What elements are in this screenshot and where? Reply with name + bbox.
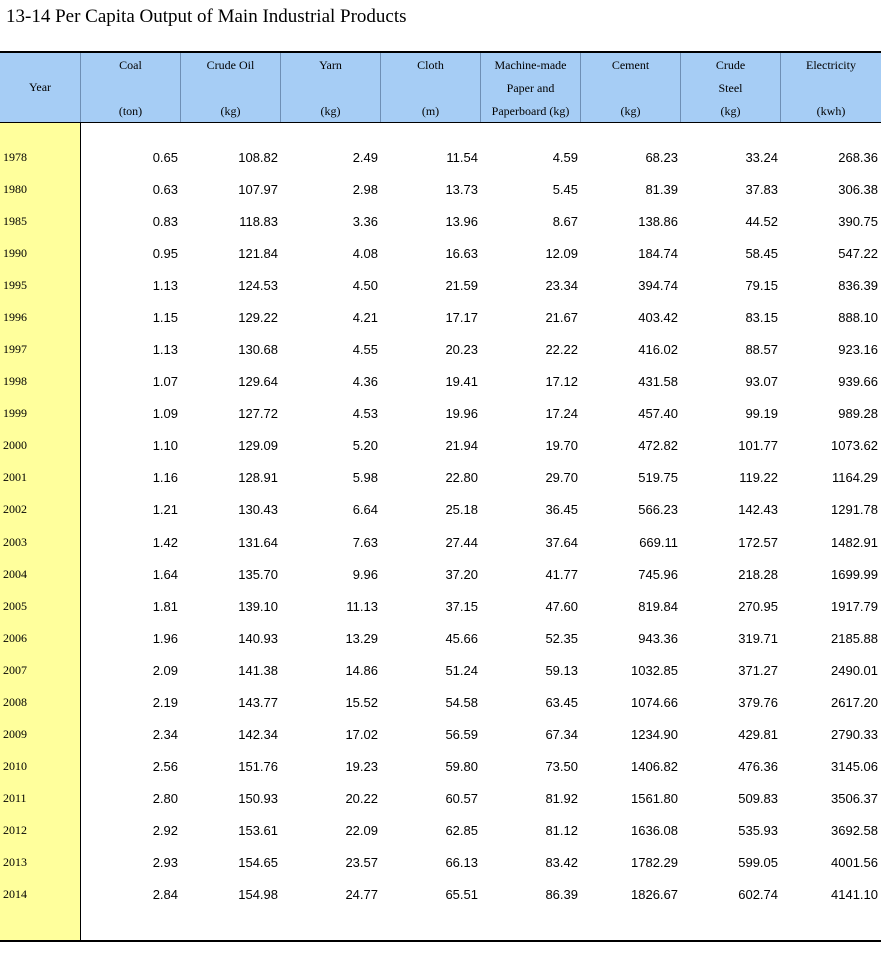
value-cell: 1.15 [152,310,178,325]
value-cell: 138.86 [638,214,678,229]
year-cell: 1995 [3,278,27,292]
value-cell: 19.70 [545,438,578,453]
column-header-line: (kg) [720,104,741,118]
table-row [0,214,881,234]
value-cell: 79.15 [745,278,778,293]
value-cell: 306.38 [838,182,878,197]
value-cell: 394.74 [638,278,678,293]
value-cell: 8.67 [552,214,578,229]
column-header-line: Paper and [506,81,555,95]
value-cell: 1406.82 [631,759,678,774]
column-header [80,53,180,122]
value-cell: 99.19 [745,406,778,421]
value-cell: 2.98 [352,182,378,197]
year-cell: 2005 [3,599,27,613]
year-cell: 1978 [3,150,27,164]
value-cell: 63.45 [545,695,578,710]
value-cell: 29.70 [545,470,578,485]
value-cell: 923.16 [838,342,878,357]
value-cell: 129.64 [238,374,278,389]
value-cell: 141.38 [238,663,278,678]
value-cell: 1.64 [152,567,178,582]
column-header-line: Steel [718,81,743,95]
table-row [0,663,881,683]
value-cell: 519.75 [638,470,678,485]
value-cell: 4.50 [352,278,378,293]
value-cell: 1.09 [152,406,178,421]
column-header [680,53,780,122]
value-cell: 13.29 [345,631,378,646]
value-cell: 1636.08 [631,823,678,838]
value-cell: 107.97 [238,182,278,197]
year-header: Year [28,80,52,94]
value-cell: 51.24 [445,663,478,678]
value-cell: 93.07 [745,374,778,389]
value-cell: 6.64 [352,502,378,517]
value-cell: 1291.78 [831,502,878,517]
value-cell: 81.39 [645,182,678,197]
value-cell: 142.34 [238,727,278,742]
year-cell: 1996 [3,310,27,324]
year-cell: 1999 [3,406,27,420]
year-cell: 1990 [3,246,27,260]
value-cell: 268.36 [838,150,878,165]
year-cell: 2014 [3,887,27,901]
value-cell: 1699.99 [831,567,878,582]
value-cell: 1073.62 [831,438,878,453]
column-header-line: Cement [611,58,650,72]
value-cell: 11.13 [346,599,378,614]
value-cell: 989.28 [838,406,878,421]
value-cell: 17.24 [545,406,578,421]
value-cell: 88.57 [745,342,778,357]
value-cell: 2.93 [152,855,178,870]
value-cell: 15.52 [345,695,378,710]
value-cell: 27.44 [445,535,478,550]
column-header-line: Machine-made [494,58,567,72]
table-row [0,342,881,362]
value-cell: 12.09 [545,246,578,261]
value-cell: 1032.85 [631,663,678,678]
value-cell: 17.12 [545,374,578,389]
value-cell: 21.94 [445,438,478,453]
value-cell: 1917.79 [831,599,878,614]
table-row [0,278,881,298]
value-cell: 20.23 [445,342,478,357]
column-header-line: (m) [421,104,440,118]
value-cell: 3506.37 [831,791,878,806]
value-cell: 130.68 [238,342,278,357]
value-cell: 41.77 [545,567,578,582]
column-header [780,53,881,122]
value-cell: 73.50 [545,759,578,774]
value-cell: 22.09 [345,823,378,838]
column-header [380,53,480,122]
value-cell: 54.58 [445,695,478,710]
value-cell: 118.83 [239,214,278,229]
value-cell: 19.41 [445,374,478,389]
value-cell: 4.53 [352,406,378,421]
value-cell: 13.96 [445,214,478,229]
value-cell: 431.58 [638,374,678,389]
value-cell: 1.13 [152,342,178,357]
year-cell: 2003 [3,535,27,549]
table-row [0,823,881,843]
column-header [480,53,580,122]
table-row [0,310,881,330]
table-row [0,246,881,266]
table-row [0,535,881,555]
value-cell: 371.27 [738,663,778,678]
year-cell: 2006 [3,631,27,645]
value-cell: 1482.91 [831,535,878,550]
value-cell: 745.96 [638,567,678,582]
value-cell: 83.42 [545,855,578,870]
value-cell: 1.07 [152,374,178,389]
value-cell: 20.22 [345,791,378,806]
value-cell: 81.92 [545,791,578,806]
value-cell: 184.74 [638,246,678,261]
table-row [0,695,881,715]
year-cell: 2004 [3,567,27,581]
value-cell: 151.76 [238,759,278,774]
value-cell: 1.21 [152,502,178,517]
value-cell: 1826.67 [631,887,678,902]
column-header-line: Cloth [417,58,444,72]
value-cell: 59.80 [445,759,478,774]
value-cell: 0.65 [152,150,178,165]
table-row [0,150,881,170]
year-cell: 2013 [3,855,27,869]
value-cell: 3.36 [352,214,378,229]
value-cell: 67.34 [545,727,578,742]
value-cell: 121.84 [238,246,278,261]
value-cell: 535.93 [738,823,778,838]
value-cell: 1.16 [152,470,178,485]
value-cell: 58.45 [745,246,778,261]
column-header-line: Coal [119,58,142,72]
value-cell: 68.23 [645,150,678,165]
value-cell: 2.34 [152,727,178,742]
value-cell: 3692.58 [831,823,878,838]
value-cell: 131.64 [238,535,278,550]
value-cell: 2185.88 [831,631,878,646]
bottom-rule [0,940,881,942]
value-cell: 1.96 [152,631,178,646]
value-cell: 81.12 [545,823,578,838]
value-cell: 127.72 [238,406,278,421]
value-cell: 37.15 [445,599,478,614]
value-cell: 24.77 [345,887,378,902]
value-cell: 390.75 [838,214,878,229]
table-row [0,438,881,458]
value-cell: 11.54 [446,150,478,165]
value-cell: 101.77 [738,438,778,453]
year-cell: 1985 [3,214,27,228]
year-cell: 2010 [3,759,27,773]
value-cell: 218.28 [738,567,778,582]
value-cell: 457.40 [638,406,678,421]
value-cell: 888.10 [838,310,878,325]
year-cell: 1980 [3,182,27,196]
value-cell: 129.22 [238,310,278,325]
year-cell: 2011 [3,791,27,805]
table-row [0,727,881,747]
table-row [0,567,881,587]
value-cell: 509.83 [738,791,778,806]
value-cell: 16.63 [445,246,478,261]
value-cell: 60.57 [445,791,478,806]
value-cell: 939.66 [838,374,878,389]
value-cell: 4.36 [352,374,378,389]
table-row [0,631,881,651]
value-cell: 154.98 [238,887,278,902]
value-cell: 379.76 [738,695,778,710]
value-cell: 943.36 [638,631,678,646]
value-cell: 17.02 [345,727,378,742]
table-row [0,470,881,490]
value-cell: 602.74 [738,887,778,902]
value-cell: 2.19 [152,695,178,710]
value-cell: 37.83 [745,182,778,197]
value-cell: 62.85 [445,823,478,838]
value-cell: 2790.33 [831,727,878,742]
table-row [0,374,881,394]
value-cell: 2.80 [152,791,178,806]
value-cell: 9.96 [352,567,378,582]
value-cell: 19.96 [445,406,478,421]
value-cell: 37.20 [445,567,478,582]
value-cell: 21.59 [445,278,478,293]
table-row [0,599,881,619]
column-header-line: (kg) [220,104,241,118]
value-cell: 44.52 [745,214,778,229]
value-cell: 1561.80 [631,791,678,806]
value-cell: 1782.29 [631,855,678,870]
year-cell: 2002 [3,502,27,516]
value-cell: 4001.56 [831,855,878,870]
value-cell: 819.84 [638,599,678,614]
value-cell: 836.39 [838,278,878,293]
value-cell: 172.57 [738,535,778,550]
value-cell: 142.43 [738,502,778,517]
column-header-line: Crude [715,58,746,72]
year-cell: 2009 [3,727,27,741]
value-cell: 86.39 [545,887,578,902]
value-cell: 66.13 [445,855,478,870]
year-cell: 2000 [3,438,27,452]
value-cell: 22.22 [545,342,578,357]
value-cell: 599.05 [738,855,778,870]
value-cell: 4.08 [352,246,378,261]
value-cell: 669.11 [639,535,678,550]
column-header-line: Yarn [319,58,342,72]
value-cell: 270.95 [738,599,778,614]
value-cell: 22.80 [445,470,478,485]
column-header-line: (kg) [620,104,641,118]
value-cell: 124.53 [238,278,278,293]
value-cell: 153.61 [238,823,278,838]
value-cell: 3145.06 [831,759,878,774]
value-cell: 2.56 [152,759,178,774]
year-cell: 2008 [3,695,27,709]
column-header-line: Paperboard (kg) [491,104,570,118]
value-cell: 0.63 [152,182,178,197]
value-cell: 52.35 [545,631,578,646]
value-cell: 139.10 [238,599,278,614]
value-cell: 1.42 [152,535,178,550]
value-cell: 150.93 [238,791,278,806]
value-cell: 83.15 [745,310,778,325]
value-cell: 47.60 [545,599,578,614]
value-cell: 25.18 [445,502,478,517]
value-cell: 5.20 [352,438,378,453]
value-cell: 17.17 [445,310,478,325]
value-cell: 2.84 [152,887,178,902]
value-cell: 59.13 [545,663,578,678]
year-cell: 2001 [3,470,27,484]
value-cell: 403.42 [638,310,678,325]
column-header-line: (kwh) [816,104,846,118]
value-cell: 2.49 [352,150,378,165]
year-cell: 1997 [3,342,27,356]
value-cell: 140.93 [238,631,278,646]
value-cell: 65.51 [445,887,478,902]
value-cell: 14.86 [345,663,378,678]
column-header [280,53,380,122]
value-cell: 23.57 [345,855,378,870]
column-header-line: (kg) [320,104,341,118]
value-cell: 21.67 [545,310,578,325]
table-title: 13-14 Per Capita Output of Main Industrial Products [6,6,407,27]
column-header-line: Crude Oil [206,58,255,72]
table-row [0,759,881,779]
year-cell: 2012 [3,823,27,837]
value-cell: 416.02 [638,342,678,357]
value-cell: 472.82 [638,438,678,453]
table-row [0,406,881,426]
value-cell: 2.09 [152,663,178,678]
column-header [180,53,280,122]
value-cell: 119.22 [739,470,778,485]
value-cell: 130.43 [238,502,278,517]
value-cell: 4.21 [352,310,378,325]
table-row [0,791,881,811]
value-cell: 1234.90 [631,727,678,742]
value-cell: 2.92 [152,823,178,838]
column-header [580,53,680,122]
table-row [0,502,881,522]
value-cell: 476.36 [738,759,778,774]
table-row [0,855,881,875]
value-cell: 56.59 [445,727,478,742]
value-cell: 566.23 [638,502,678,517]
value-cell: 23.34 [545,278,578,293]
value-cell: 19.23 [345,759,378,774]
value-cell: 108.82 [238,150,278,165]
value-cell: 1164.29 [831,470,878,485]
value-cell: 36.45 [545,502,578,517]
value-cell: 143.77 [238,695,278,710]
value-cell: 429.81 [738,727,778,742]
value-cell: 319.71 [738,631,778,646]
value-cell: 2490.01 [831,663,878,678]
value-cell: 13.73 [445,182,478,197]
value-cell: 1.13 [152,278,178,293]
year-cell: 2007 [3,663,27,677]
table-row [0,887,881,907]
value-cell: 2617.20 [831,695,878,710]
value-cell: 1074.66 [631,695,678,710]
value-cell: 0.95 [152,246,178,261]
value-cell: 1.81 [152,599,178,614]
value-cell: 4.59 [552,150,578,165]
value-cell: 0.83 [152,214,178,229]
value-cell: 5.98 [352,470,378,485]
value-cell: 4141.10 [831,887,878,902]
table-row [0,182,881,202]
value-cell: 7.63 [352,535,378,550]
value-cell: 45.66 [445,631,478,646]
value-cell: 1.10 [152,438,178,453]
value-cell: 154.65 [238,855,278,870]
value-cell: 5.45 [552,182,578,197]
value-cell: 4.55 [352,342,378,357]
value-cell: 128.91 [238,470,278,485]
value-cell: 33.24 [745,150,778,165]
column-header-line: Electricity [806,58,856,72]
value-cell: 135.70 [238,567,278,582]
column-header-line: (ton) [118,104,143,118]
value-cell: 37.64 [545,535,578,550]
year-cell: 1998 [3,374,27,388]
value-cell: 129.09 [238,438,278,453]
value-cell: 547.22 [838,246,878,261]
